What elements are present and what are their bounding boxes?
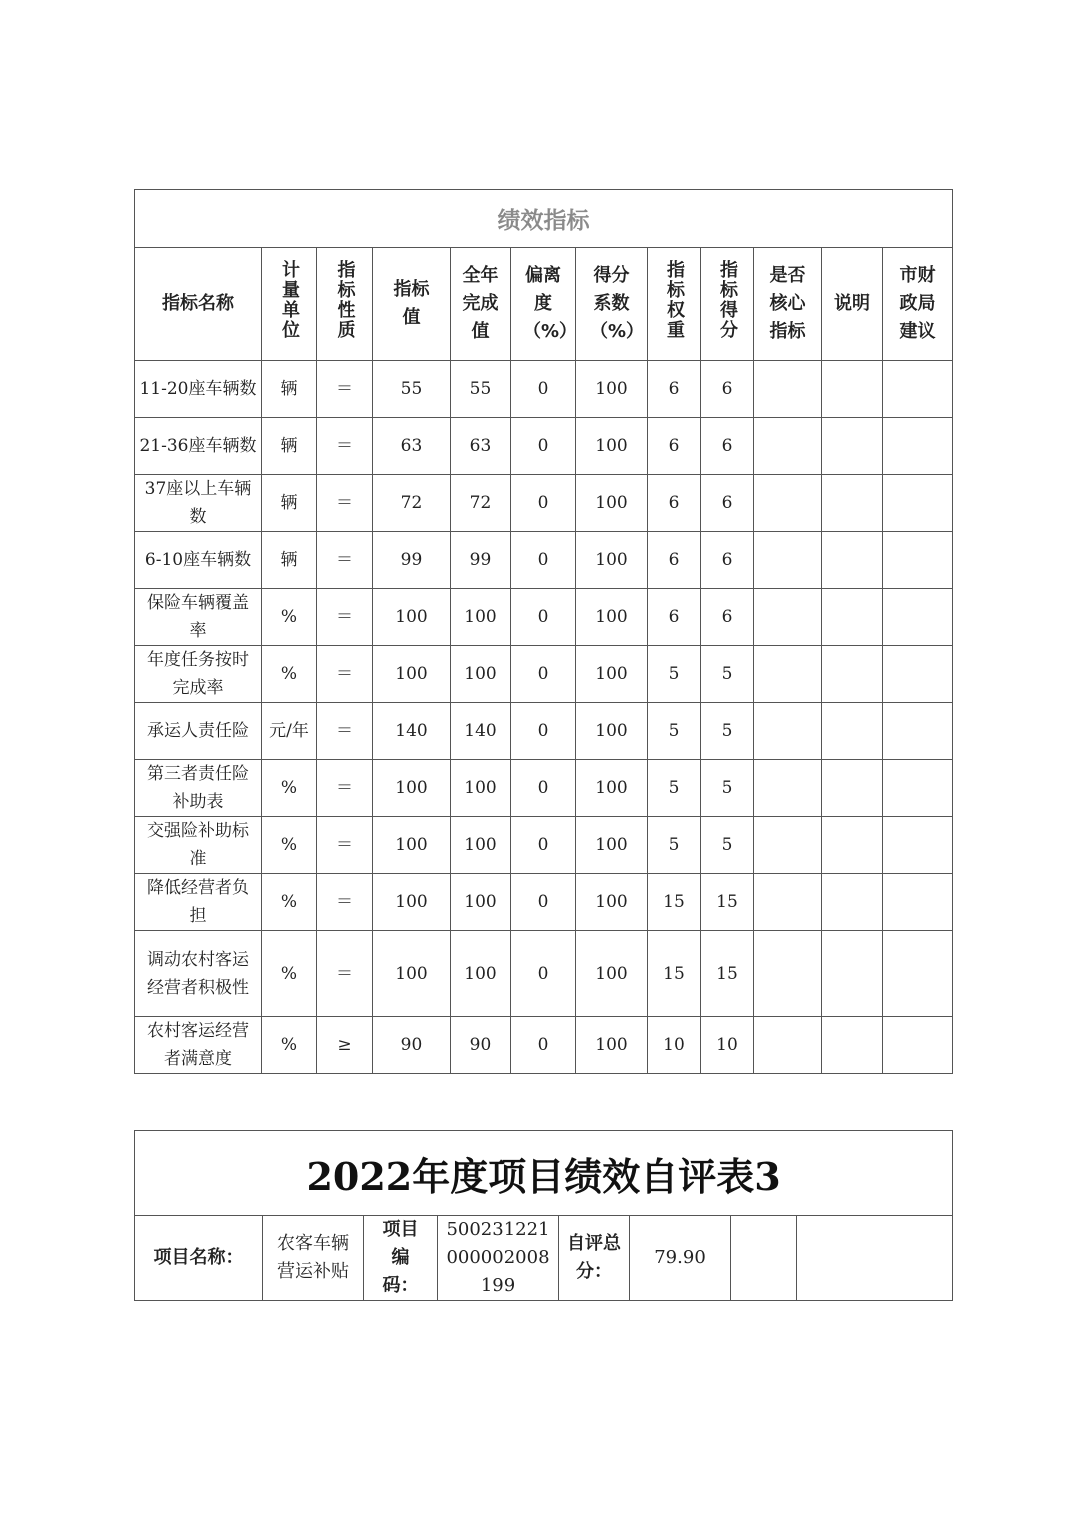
- cell-advice: [883, 589, 953, 646]
- table-caption: 绩效指标: [135, 190, 953, 248]
- cell-score: 6: [701, 589, 754, 646]
- blank-cell-2: [797, 1216, 953, 1301]
- cell-core: [754, 361, 822, 418]
- cell-note: [822, 646, 883, 703]
- cell-actual: 99: [451, 532, 511, 589]
- cell-note: [822, 361, 883, 418]
- project-code-label: 项目编码：: [364, 1216, 438, 1301]
- cell-target: 100: [373, 760, 451, 817]
- cell-name: 6-10座车辆数: [135, 532, 262, 589]
- col-header-score: 指标得分: [717, 259, 738, 340]
- cell-weight: 6: [648, 418, 701, 475]
- table-row: [135, 817, 953, 874]
- project-name-label: 项目名称：: [135, 1216, 263, 1301]
- cell-nature: ＝: [317, 532, 373, 589]
- cell-name: 承运人责任险: [135, 703, 262, 760]
- cell-unit: %: [262, 817, 317, 874]
- cell-name: 年度任务按时完成率: [135, 646, 262, 703]
- cell-weight: 15: [648, 874, 701, 931]
- cell-core: [754, 760, 822, 817]
- cell-deviation: 0: [511, 817, 576, 874]
- cell-nature: ＝: [317, 760, 373, 817]
- cell-target: 140: [373, 703, 451, 760]
- cell-deviation: 0: [511, 931, 576, 1017]
- cell-score: 5: [701, 646, 754, 703]
- cell-coefficient: 100: [576, 475, 648, 532]
- cell-unit: 辆: [262, 361, 317, 418]
- cell-weight: 5: [648, 646, 701, 703]
- cell-advice: [883, 361, 953, 418]
- cell-target: 55: [373, 361, 451, 418]
- cell-core: [754, 874, 822, 931]
- cell-score: 15: [701, 931, 754, 1017]
- cell-weight: 5: [648, 817, 701, 874]
- cell-weight: 15: [648, 931, 701, 1017]
- self-evaluation-table: [134, 1130, 953, 1301]
- cell-score: 10: [701, 1017, 754, 1074]
- table-row: [135, 475, 953, 532]
- cell-coefficient: 100: [576, 817, 648, 874]
- cell-weight: 10: [648, 1017, 701, 1074]
- cell-unit: 辆: [262, 475, 317, 532]
- col-header-weight: 指标权重: [664, 259, 685, 340]
- cell-note: [822, 589, 883, 646]
- cell-deviation: 0: [511, 532, 576, 589]
- cell-nature: ＝: [317, 817, 373, 874]
- cell-unit: %: [262, 874, 317, 931]
- cell-advice: [883, 817, 953, 874]
- cell-unit: %: [262, 760, 317, 817]
- col-header-nature: 指标性质: [334, 259, 356, 340]
- table-row: [135, 589, 953, 646]
- cell-deviation: 0: [511, 418, 576, 475]
- cell-actual: 100: [451, 646, 511, 703]
- cell-score: 15: [701, 874, 754, 931]
- cell-actual: 100: [451, 589, 511, 646]
- cell-note: [822, 760, 883, 817]
- cell-coefficient: 100: [576, 760, 648, 817]
- cell-note: [822, 817, 883, 874]
- cell-note: [822, 874, 883, 931]
- cell-weight: 5: [648, 703, 701, 760]
- cell-core: [754, 646, 822, 703]
- cell-unit: 辆: [262, 532, 317, 589]
- cell-nature: ＝: [317, 703, 373, 760]
- cell-name: 交强险补助标准: [135, 817, 262, 874]
- cell-coefficient: 100: [576, 874, 648, 931]
- project-code-value: 500231221000002008199: [438, 1216, 559, 1301]
- cell-target: 72: [373, 475, 451, 532]
- cell-nature: ＝: [317, 475, 373, 532]
- cell-deviation: 0: [511, 1017, 576, 1074]
- table-row: [135, 418, 953, 475]
- col-header-name: 指标名称: [135, 248, 262, 361]
- cell-unit: 辆: [262, 418, 317, 475]
- cell-unit: %: [262, 1017, 317, 1074]
- cell-target: 100: [373, 931, 451, 1017]
- cell-nature: ＝: [317, 931, 373, 1017]
- cell-target: 100: [373, 646, 451, 703]
- table-row: [135, 760, 953, 817]
- cell-unit: %: [262, 589, 317, 646]
- col-header-advice: 市财政局建议: [883, 248, 953, 361]
- cell-score: 5: [701, 817, 754, 874]
- cell-deviation: 0: [511, 703, 576, 760]
- cell-deviation: 0: [511, 760, 576, 817]
- cell-advice: [883, 874, 953, 931]
- cell-nature: ＝: [317, 361, 373, 418]
- cell-coefficient: 100: [576, 646, 648, 703]
- col-header-unit: 计量单位: [279, 259, 300, 340]
- cell-name: 保险车辆覆盖率: [135, 589, 262, 646]
- total-score-value: 79.90: [630, 1216, 731, 1301]
- table-body: [135, 361, 953, 1074]
- cell-advice: [883, 418, 953, 475]
- cell-weight: 6: [648, 589, 701, 646]
- project-info-row: [135, 1216, 953, 1301]
- cell-core: [754, 703, 822, 760]
- col-header-core: 是否核心指标: [754, 248, 822, 361]
- table-row: [135, 532, 953, 589]
- col-header-deviation: 偏离度（%）: [511, 248, 576, 361]
- cell-weight: 6: [648, 475, 701, 532]
- cell-actual: 72: [451, 475, 511, 532]
- cell-score: 6: [701, 532, 754, 589]
- cell-deviation: 0: [511, 646, 576, 703]
- cell-score: 6: [701, 361, 754, 418]
- cell-unit: %: [262, 646, 317, 703]
- cell-deviation: 0: [511, 361, 576, 418]
- cell-name: 第三者责任险补助表: [135, 760, 262, 817]
- cell-note: [822, 703, 883, 760]
- cell-actual: 100: [451, 760, 511, 817]
- cell-advice: [883, 1017, 953, 1074]
- cell-nature: ＝: [317, 589, 373, 646]
- cell-note: [822, 532, 883, 589]
- col-header-target: 指标值: [373, 248, 451, 361]
- cell-coefficient: 100: [576, 1017, 648, 1074]
- cell-advice: [883, 931, 953, 1017]
- cell-target: 100: [373, 874, 451, 931]
- cell-weight: 5: [648, 760, 701, 817]
- cell-core: [754, 931, 822, 1017]
- cell-target: 100: [373, 817, 451, 874]
- cell-name: 农村客运经营者满意度: [135, 1017, 262, 1074]
- cell-actual: 140: [451, 703, 511, 760]
- cell-actual: 90: [451, 1017, 511, 1074]
- cell-actual: 100: [451, 931, 511, 1017]
- cell-coefficient: 100: [576, 589, 648, 646]
- cell-target: 100: [373, 589, 451, 646]
- cell-nature: ＝: [317, 874, 373, 931]
- project-name-value: 农客车辆营运补贴: [263, 1216, 364, 1301]
- cell-core: [754, 475, 822, 532]
- cell-score: 5: [701, 703, 754, 760]
- cell-score: 6: [701, 418, 754, 475]
- cell-advice: [883, 532, 953, 589]
- cell-core: [754, 817, 822, 874]
- cell-name: 降低经营者负担: [135, 874, 262, 931]
- cell-deviation: 0: [511, 874, 576, 931]
- col-header-actual: 全年完成值: [451, 248, 511, 361]
- blank-cell-1: [731, 1216, 797, 1301]
- cell-note: [822, 1017, 883, 1074]
- cell-advice: [883, 646, 953, 703]
- table-row: [135, 361, 953, 418]
- cell-advice: [883, 475, 953, 532]
- cell-deviation: 0: [511, 589, 576, 646]
- cell-core: [754, 1017, 822, 1074]
- performance-indicator-table: [134, 189, 953, 1074]
- cell-nature: ≥: [317, 1017, 373, 1074]
- cell-actual: 100: [451, 817, 511, 874]
- cell-actual: 55: [451, 361, 511, 418]
- cell-core: [754, 418, 822, 475]
- table-row: [135, 874, 953, 931]
- cell-core: [754, 532, 822, 589]
- cell-coefficient: 100: [576, 703, 648, 760]
- cell-coefficient: 100: [576, 931, 648, 1017]
- cell-score: 5: [701, 760, 754, 817]
- cell-note: [822, 475, 883, 532]
- cell-name: 调动农村客运经营者积极性: [135, 931, 262, 1017]
- cell-name: 37座以上车辆数: [135, 475, 262, 532]
- table-row: [135, 931, 953, 1017]
- cell-core: [754, 589, 822, 646]
- table-row: [135, 703, 953, 760]
- cell-weight: 6: [648, 532, 701, 589]
- cell-deviation: 0: [511, 475, 576, 532]
- cell-name: 11-20座车辆数: [135, 361, 262, 418]
- cell-coefficient: 100: [576, 532, 648, 589]
- col-header-coefficient: 得分系数（%）: [576, 248, 648, 361]
- col-header-note: 说明: [822, 248, 883, 361]
- total-score-label: 自评总分：: [559, 1216, 630, 1301]
- cell-unit: %: [262, 931, 317, 1017]
- cell-coefficient: 100: [576, 418, 648, 475]
- cell-note: [822, 931, 883, 1017]
- self-evaluation-title: 2022年度项目绩效自评表3: [135, 1131, 953, 1216]
- table-row: [135, 646, 953, 703]
- cell-score: 6: [701, 475, 754, 532]
- cell-nature: ＝: [317, 646, 373, 703]
- cell-actual: 63: [451, 418, 511, 475]
- cell-weight: 6: [648, 361, 701, 418]
- cell-target: 90: [373, 1017, 451, 1074]
- cell-unit: 元/年: [262, 703, 317, 760]
- cell-advice: [883, 760, 953, 817]
- cell-name: 21-36座车辆数: [135, 418, 262, 475]
- cell-target: 63: [373, 418, 451, 475]
- cell-coefficient: 100: [576, 361, 648, 418]
- header-row: [135, 248, 953, 361]
- cell-note: [822, 418, 883, 475]
- table-row: [135, 1017, 953, 1074]
- cell-target: 99: [373, 532, 451, 589]
- cell-nature: ＝: [317, 418, 373, 475]
- cell-advice: [883, 703, 953, 760]
- cell-actual: 100: [451, 874, 511, 931]
